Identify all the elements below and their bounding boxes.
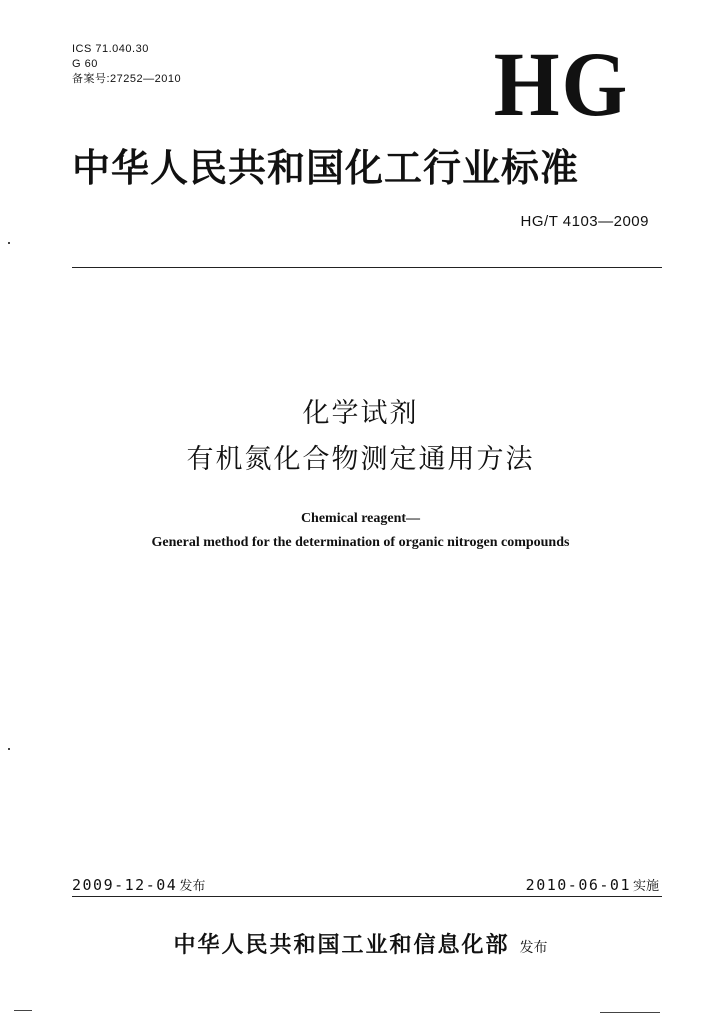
standard-code: HG/T 4103—2009 (520, 213, 649, 230)
issuer-block (0, 928, 721, 959)
hg-logo: HG (493, 33, 629, 135)
cn-title-line2: 有机氮化合物测定通用方法 (186, 444, 535, 475)
implement-label: 实施 (632, 879, 659, 894)
scan-speck (8, 242, 10, 244)
implement-date: 2010-06-01 (525, 876, 631, 894)
en-title-line2: General method for the determination of organic nitrogen compounds (151, 535, 570, 550)
issue-date-block (72, 875, 205, 894)
record-number: 备案号:27252—2010 (72, 73, 182, 85)
ics-code: ICS 71.040.30 (72, 43, 149, 55)
scan-speck (14, 1010, 32, 1011)
en-title-line1: Chemical reagent— (300, 511, 421, 526)
issue-label: 发布 (179, 879, 206, 894)
ccs-code: G 60 (72, 58, 98, 70)
standard-title: 中华人民共和国化工行业标准 (72, 145, 580, 190)
footer-divider (72, 896, 662, 897)
issuer-organization: 中华人民共和国工业和信息化部 (173, 932, 510, 958)
implement-date-block (526, 875, 659, 894)
scan-speck (8, 748, 10, 750)
classification-block (72, 42, 181, 87)
scan-speck (600, 1012, 660, 1013)
issuer-action: 发布 (519, 940, 548, 956)
issue-date: 2009-12-04 (72, 876, 178, 894)
cn-title-line1: 化学试剂 (302, 398, 419, 429)
header-divider (72, 267, 662, 268)
